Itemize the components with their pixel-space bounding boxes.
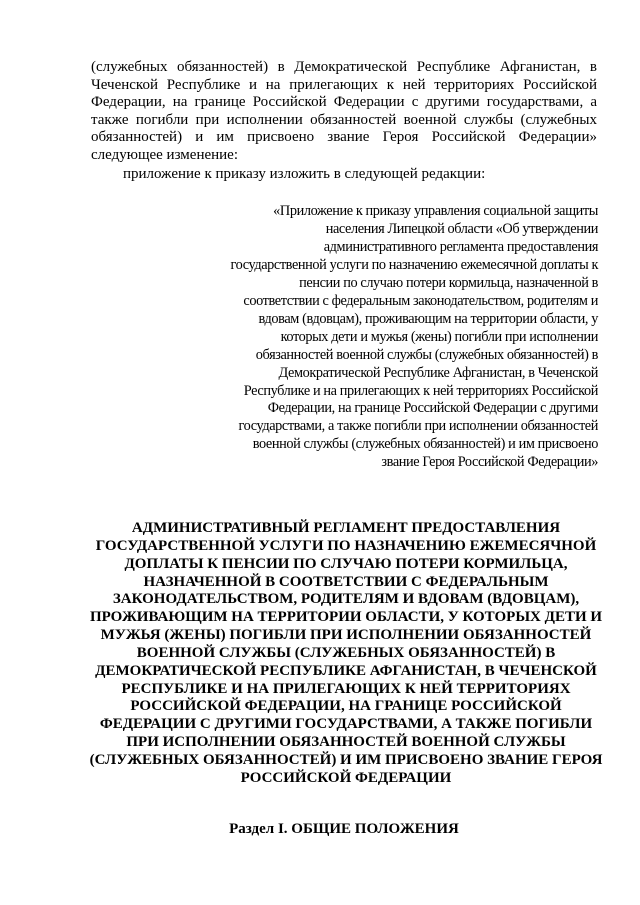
annex-header: «Приложение к приказу управления социальной защиты населения Липецкой области «Об утверждении административного регламента предоставления государственной услуги по назначению ежемесячной доплаты к пенсии по случаю потери кормильца, назначенной в соответствии с федеральным законодательством, родителям и вдовам (вдовцам), проживающим на территории области, у которых дети и мужья (жены) погибли при исполнении обязанностей военной службы (служебных обязанностей) в Демократической Республике Афганистан, в Чеченской Республике и на прилегающих к ней территориях Российской Федерации, на границе Российской Федерации с другими государствами, а также погибли при исполнении обязанностей военной службы (служебных обязанностей) и им присвоено звание Героя Российской Федерации» xyxy=(230,203,598,471)
regulation-title: АДМИНИСТРАТИВНЫЙ РЕГЛАМЕНТ ПРЕДОСТАВЛЕНИЯ ГОСУДАРСТВЕННОЙ УСЛУГИ ПО НАЗНАЧЕНИЮ ЕЖЕМЕСЯЧНОЙ ДОПЛАТЫ К ПЕНСИИ ПО СЛУЧАЮ ПОТЕРИ КОРМИЛЬЦА, НАЗНАЧЕННОЙ В СООТВЕТСТВИИ С ФЕДЕРАЛЬНЫМ ЗАКОНОДАТЕЛЬСТВОМ, РОДИТЕЛЯМ И ВДОВАМ (ВДОВЦАМ), ПРОЖИВАЮЩИМ НА ТЕРРИТОРИИ ОБЛАСТИ, У КОТОРЫХ ДЕТИ И МУЖЬЯ (ЖЕНЫ) ПОГИБЛИ ПРИ ИСПОЛНЕНИИ ОБЯЗАННОСТЕЙ ВОЕННОЙ СЛУЖБЫ (СЛУЖЕБНЫХ ОБЯЗАННОСТЕЙ) В ДЕМОКРАТИЧЕСКОЙ РЕСПУБЛИКЕ АФГАНИСТАН, В ЧЕЧЕНСКОЙ РЕСПУБЛИКЕ И НА ПРИЛЕГАЮЩИХ К НЕЙ ТЕРРИТОРИЯХ РОССИЙСКОЙ ФЕДЕРАЦИИ, НА ГРАНИЦЕ РОССИЙСКОЙ ФЕДЕРАЦИИ С ДРУГИМИ ГОСУДАРСТВАМИ, А ТАКЖЕ ПОГИБЛИ ПРИ ИСПОЛНЕНИИ ОБЯЗАННОСТЕЙ ВОЕННОЙ СЛУЖБЫ (СЛУЖЕБНЫХ ОБЯЗАННОСТЕЙ) И ИМ ПРИСВОЕНО ЗВАНИЕ ГЕРОЯ РОССИЙСКОЙ ФЕДЕРАЦИИ xyxy=(89,520,603,786)
continuation-paragraph: (служебных обязанностей) в Демократической Республике Афганистан, в Чеченской Республике и на прилегающих к ней территориях Российской Федерации, на границе Российской Федерации с другими государствами, а также погибли при исполнении обязанностей военной службы (служебных обязанностей) и им присвоено звание Героя Российской Федерации» следующее изменение: xyxy=(91,59,597,163)
section-heading: Раздел I. ОБЩИЕ ПОЛОЖЕНИЯ xyxy=(229,821,459,837)
instruction-paragraph: приложение к приказу изложить в следующей редакции: xyxy=(123,166,486,182)
